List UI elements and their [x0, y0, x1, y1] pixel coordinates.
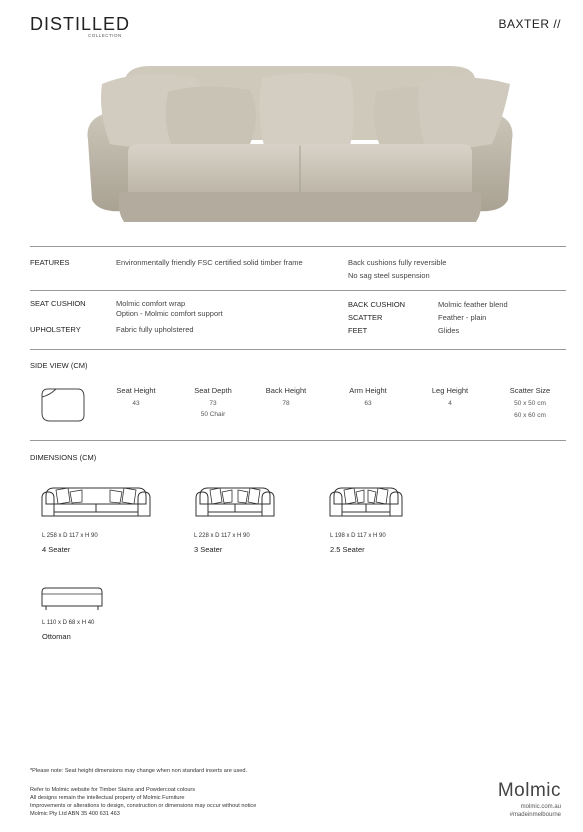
scatter-size-header: Scatter Size [509, 386, 551, 395]
sofa-2-5-seater-icon [328, 482, 404, 522]
scatter-size-value: 50 x 50 cm [514, 400, 546, 407]
footer-line: All designs remain the intellectual property of Molmic Furniture [30, 795, 185, 801]
seat-cushion-label: SEAT CUSHION [30, 299, 86, 308]
footer-line: Improvements or alterations to design, construction or dimensions may occur without notice [30, 803, 257, 809]
website: molmic.com.au [520, 804, 561, 810]
product-name: BAXTER // [498, 17, 561, 31]
seat-cushion-value: Option - Molmic comfort support [116, 309, 223, 318]
sofa-3-seater-icon [194, 482, 276, 522]
feet-value: Glides [438, 326, 460, 335]
features-text: Back cushions fully reversible [348, 258, 447, 267]
upholstery-value: Fabric fully upholstered [116, 325, 194, 334]
dimension-text: L 228 x D 117 x H 90 [194, 533, 250, 539]
back-cushion-value: Molmic feather blend [438, 300, 508, 309]
model-name: 4 Seater [42, 545, 71, 554]
sofa-4-seater-icon [40, 482, 152, 522]
footer-note: *Please note: Seat height dimensions may change when non standard inserts are used. [30, 768, 248, 774]
features-text: Environmentally friendly FSC certified solid timber frame [116, 258, 303, 267]
seat-cushion-value: Molmic comfort wrap [116, 299, 186, 308]
brand-logo: Molmic [497, 780, 561, 801]
leg-height-header: Leg Height [431, 386, 469, 395]
seat-height-header: Seat Height [116, 386, 156, 395]
dimension-text: L 198 x D 117 x H 90 [330, 533, 386, 539]
model-name: Ottoman [42, 632, 71, 641]
back-cushion-label: BACK CUSHION [348, 300, 406, 309]
scatter-value: Feather - plain [438, 313, 487, 322]
feet-label: FEET [348, 326, 368, 335]
ottoman-icon [40, 586, 104, 612]
arm-height-value: 63 [364, 400, 372, 407]
divider [30, 440, 566, 441]
upholstery-label: UPHOLSTERY [30, 325, 81, 334]
seat-depth-header: Seat Depth [194, 386, 232, 395]
logo-subtitle: COLLECTION [88, 33, 122, 38]
dimensions-title: DIMENSIONS (CM) [30, 453, 97, 462]
divider [30, 290, 566, 291]
footer-line: Molmic Pty Ltd ABN 35 400 631 463 [30, 811, 120, 817]
sofa-image [80, 60, 520, 232]
footer-line: Refer to Molmic website for Timber Stains and Powdercoat colours [30, 787, 196, 793]
back-height-header: Back Height [265, 386, 307, 395]
logo: DISTILLED [30, 14, 131, 34]
seat-depth-value: 50 Chair [200, 411, 226, 418]
leg-height-value: 4 [448, 400, 452, 407]
scatter-label: SCATTER [348, 313, 383, 322]
divider [30, 246, 566, 247]
side-view-title: SIDE VIEW (CM) [30, 361, 88, 370]
dimension-text: L 110 x D 68 x H 40 [42, 620, 95, 626]
seat-depth-value: 73 [209, 400, 217, 407]
seat-height-value: 43 [132, 400, 140, 407]
side-view-icon [38, 385, 88, 425]
features-label: FEATURES [30, 258, 70, 267]
hashtag: #madeinmelbourne [509, 812, 561, 818]
back-height-value: 78 [282, 400, 290, 407]
divider [30, 349, 566, 350]
model-name: 2.5 Seater [330, 545, 365, 554]
scatter-size-value: 60 x 60 cm [514, 412, 546, 419]
dimension-text: L 258 x D 117 x H 90 [42, 533, 98, 539]
features-text: No sag steel suspension [348, 271, 430, 280]
arm-height-header: Arm Height [349, 386, 387, 395]
model-name: 3 Seater [194, 545, 223, 554]
